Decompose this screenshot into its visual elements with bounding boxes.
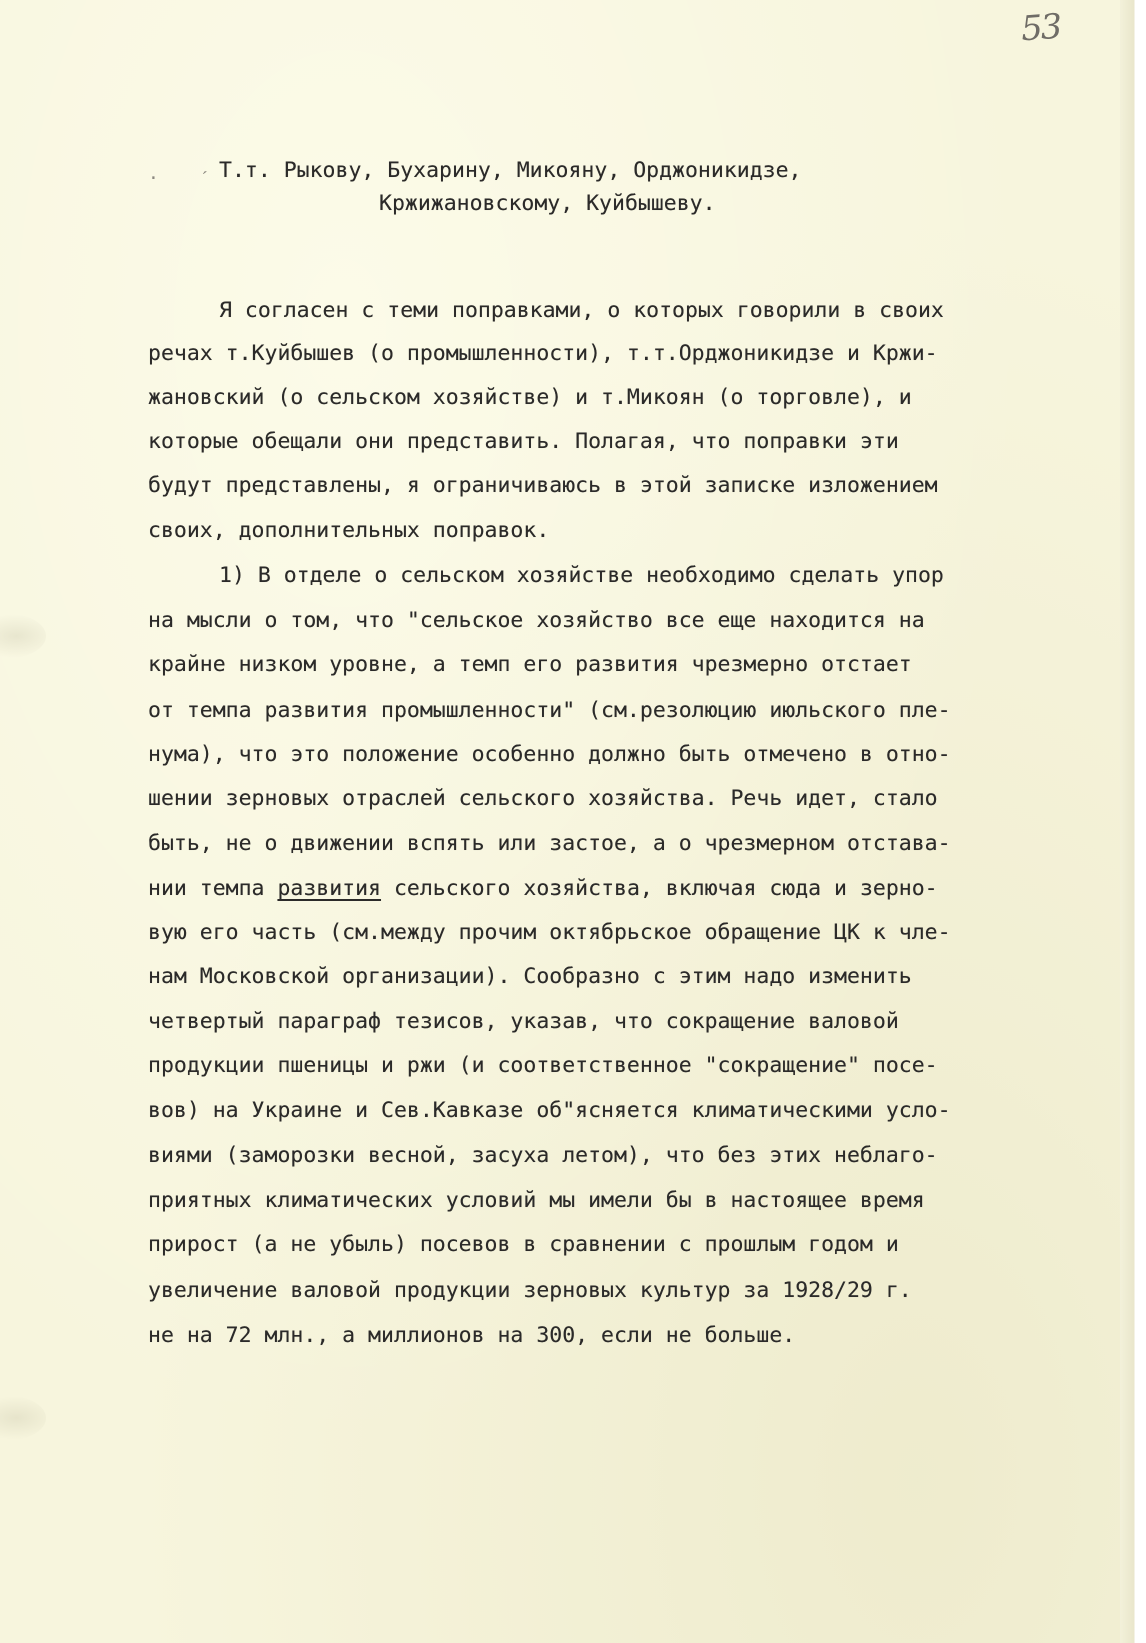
body-line: приятных климатических условий мы имели бы в настоящее время: [148, 1188, 925, 1213]
punch-hole-shadow: [0, 1396, 46, 1440]
body-line: вую его часть (см.между прочим октябрьское обращение ЦК к чле-: [148, 920, 951, 945]
body-line: жановский (о сельском хозяйстве) и т.Микоян (о торговле), и: [148, 385, 912, 410]
punch-hole-shadow: [0, 614, 46, 658]
margin-marks: · ˊ: [148, 168, 224, 189]
body-line: своих, дополнительных поправок.: [148, 518, 550, 543]
body-line: виями (заморозки весной, засуха летом), что без этих неблаго-: [148, 1143, 938, 1168]
body-text: сельского хозяйства, включая сюда и зерно-: [381, 876, 938, 901]
body-line: Я согласен с теми поправками, о которых говорили в своих: [219, 298, 944, 323]
page-number: 53: [1019, 6, 1062, 50]
body-line: [148, 878, 938, 900]
body-line: которые обещали они представить. Полагая, что поправки эти: [148, 429, 899, 454]
body-line: нума), что это положение особенно должно быть отмечено в отно-: [148, 742, 951, 767]
body-line: 1) В отделе о сельском хозяйстве необходимо сделать упор: [219, 563, 944, 588]
body-line: речах т.Куйбышев (о промышленности), т.т.Орджоникидзе и Кржи-: [148, 341, 938, 366]
body-line: быть, не о движении вспять или застое, а о чрезмерном отстава-: [148, 831, 951, 856]
body-line: четвертый параграф тезисов, указав, что сокращение валовой: [148, 1009, 899, 1034]
underlined-word: развития: [277, 876, 382, 901]
body-line: увеличение валовой продукции зерновых культур за 1928/29 г.: [148, 1278, 912, 1303]
body-line: вов) на Украине и Сев.Кавказе об"ясняется климатическими усло-: [148, 1098, 951, 1123]
paper-edge: [1120, 0, 1146, 1643]
body-line: не на 72 млн., а миллионов на 300, если не больше.: [148, 1323, 796, 1348]
address-line-1: Т.т. Рыкову, Бухарину, Микояну, Орджоникидзе,: [219, 158, 802, 183]
body-text: нии темпа: [148, 876, 278, 901]
body-line: продукции пшеницы и ржи (и соответственное "сокращение" посе-: [148, 1053, 938, 1078]
body-line: прирост (а не убыль) посевов в сравнении с прошлым годом и: [148, 1232, 899, 1257]
body-line: шении зерновых отраслей сельского хозяйства. Речь идет, стало: [148, 786, 938, 811]
body-line: крайне низком уровне, а темп его развития чрезмерно отстает: [148, 652, 912, 677]
body-line: нам Московской организации). Сообразно с этим надо изменить: [148, 964, 912, 989]
body-line: на мысли о том, что "сельское хозяйство все еще находится на: [148, 608, 925, 633]
address-line-2: Кржижановскому, Куйбышеву.: [379, 191, 716, 216]
body-line: от темпа развития промышленности" (см.резолюцию июльского пле-: [148, 698, 951, 723]
body-line: будут представлены, я ограничиваюсь в этой записке изложением: [148, 473, 938, 498]
